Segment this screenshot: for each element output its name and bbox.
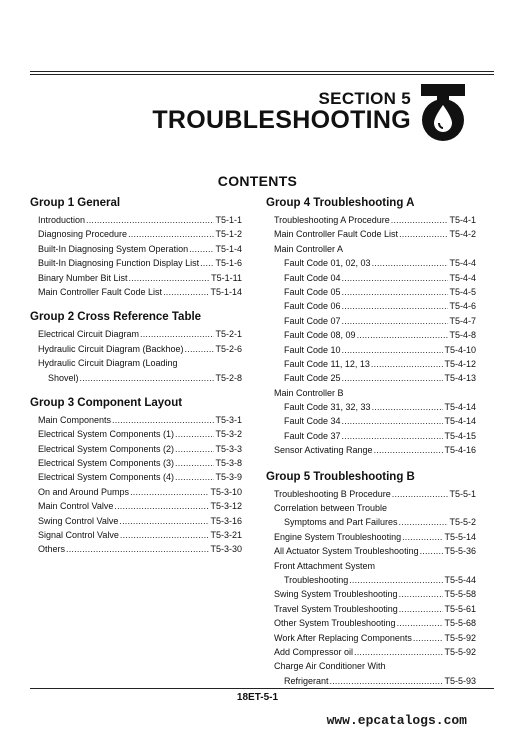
toc-entry-page: T5-5-92	[444, 632, 476, 643]
watermark: www.epcatalogs.com	[326, 713, 467, 728]
toc-right-column	[266, 196, 476, 688]
toc-entry[interactable]	[30, 213, 242, 227]
leader-dots	[342, 343, 444, 357]
toc-entry-label: Binary Number Bit List	[38, 272, 128, 283]
toc-entry-label: Refrigerant	[284, 675, 329, 686]
header-rule-top	[30, 71, 494, 72]
toc-entry-page: T5-1-14	[210, 286, 242, 297]
leader-dots	[80, 371, 215, 385]
toc-entry[interactable]	[266, 487, 476, 501]
toc-entry-page: T5-4-12	[444, 358, 476, 369]
leader-dots	[399, 587, 444, 601]
toc-entry-page: T5-4-6	[449, 301, 476, 312]
toc-entry-page: T5-3-1	[215, 414, 242, 425]
toc-entry[interactable]	[30, 327, 242, 341]
toc-entry[interactable]	[266, 285, 476, 299]
toc-entry[interactable]	[266, 400, 476, 414]
toc-entry-page: T5-5-36	[444, 546, 476, 557]
toc-entry-page: T5-4-13	[444, 373, 476, 384]
toc-entry[interactable]	[30, 285, 242, 299]
toc-entry-page: T5-3-21	[210, 530, 242, 541]
leader-dots	[342, 285, 449, 299]
toc-entry-label: Electrical Circuit Diagram	[38, 329, 140, 340]
toc-entry[interactable]	[30, 256, 242, 270]
leader-dots	[371, 357, 444, 371]
toc-entry-label: Troubleshooting	[284, 574, 349, 585]
toc-entry-label: Signal Control Valve	[38, 530, 119, 541]
leader-dots	[342, 299, 449, 313]
leader-dots	[140, 327, 214, 341]
leader-dots	[163, 285, 209, 299]
toc-entry-page: T5-1-2	[215, 229, 242, 240]
toc-entry[interactable]	[266, 343, 476, 357]
toc-entry-label: Fault Code 05	[284, 286, 341, 297]
toc-entry-label: Fault Code 31, 32, 33	[284, 402, 371, 413]
leader-dots	[175, 427, 214, 441]
toc-entry-label: Electrical System Components (4)	[38, 472, 175, 483]
toc-entry-page: T5-4-7	[449, 315, 476, 326]
leader-dots	[399, 515, 449, 529]
toc-entry-page: T5-4-4	[449, 258, 476, 269]
toc-entry-page: T5-4-1	[449, 215, 476, 225]
contents-heading: CONTENTS	[217, 173, 298, 189]
toc-entry-label: Introduction	[38, 215, 86, 225]
toc-entry[interactable]	[266, 271, 476, 285]
leader-dots	[374, 443, 444, 457]
toc-entry[interactable]	[266, 213, 476, 227]
leader-dots	[402, 530, 443, 544]
group-title: Group 4 Troubleshooting A	[266, 197, 415, 209]
leader-dots	[342, 371, 444, 385]
toc-entry[interactable]	[30, 342, 242, 356]
toc-entry-first-line[interactable]: Charge Air Conditioner With	[274, 661, 386, 672]
toc-entry-label: Shovel)	[48, 372, 79, 383]
toc-entry[interactable]	[30, 371, 242, 385]
toc-subheading: Main Controller B	[274, 387, 344, 398]
leader-dots	[86, 213, 214, 227]
toc-entry[interactable]	[266, 544, 476, 558]
leader-dots	[185, 342, 215, 356]
toc-entry[interactable]	[266, 443, 476, 457]
toc-entry[interactable]	[30, 442, 242, 456]
toc-entry[interactable]	[266, 357, 476, 371]
leader-dots	[399, 602, 444, 616]
toc-entry-page: T5-5-92	[444, 646, 476, 657]
toc-entry-label: On and Around Pumps	[38, 486, 130, 497]
toc-entry-label: Electrical System Components (2)	[38, 443, 175, 454]
toc-entry-label: Main Control Valve	[38, 501, 114, 512]
toc-entry[interactable]	[266, 414, 476, 428]
toc-entry-page: T5-2-1	[215, 329, 242, 340]
toc-entry-first-line[interactable]: Hydraulic Circuit Diagram (Loading	[38, 358, 178, 369]
group-title: Group 2 Cross Reference Table	[30, 311, 202, 324]
toc-entry[interactable]	[266, 314, 476, 328]
toc-entry-page: T5-3-12	[210, 501, 242, 512]
leader-dots	[372, 256, 449, 270]
toc-entry-page: T5-2-6	[215, 343, 242, 354]
toc-entry-page: T5-3-16	[210, 515, 242, 526]
toc-entry-label: Travel System Troubleshooting	[274, 603, 398, 614]
toc-entry-label: Work After Replacing Components	[274, 632, 412, 643]
toc-entry-label: Add Compressor oil	[274, 646, 354, 657]
group-title: Group 3 Component Layout	[30, 396, 183, 409]
toc-entry-label: Fault Code 08, 09	[284, 330, 356, 341]
toc-entry-page: T5-5-58	[444, 589, 476, 600]
toc-entry-page: T5-3-2	[215, 429, 242, 440]
leader-dots	[354, 645, 443, 659]
toc-entry-label: Main Controller Fault Code List	[38, 286, 163, 297]
leader-dots	[342, 429, 444, 443]
toc-entry-label: Electrical System Components (1)	[38, 429, 175, 440]
toc-entry[interactable]	[266, 299, 476, 313]
leader-dots	[189, 242, 214, 256]
toc-entry-label: Swing System Troubleshooting	[274, 589, 398, 600]
toc-entry[interactable]	[266, 573, 476, 587]
toc-entry-page: T5-1-1	[215, 215, 242, 225]
toc-entry-page: T5-3-3	[215, 443, 242, 454]
toc-entry-label: Hydraulic Circuit Diagram (Backhoe)	[38, 343, 184, 354]
leader-dots	[349, 573, 443, 587]
toc-entry[interactable]	[30, 413, 242, 427]
leader-dots	[112, 413, 214, 427]
toc-entry[interactable]	[266, 371, 476, 385]
toc-entry-label: Electrical System Components (3)	[38, 458, 175, 469]
toc-entry[interactable]	[30, 456, 242, 470]
leader-dots	[175, 456, 214, 470]
toc-entry-first-line[interactable]: Front Attachment System	[274, 560, 376, 571]
toc-entry[interactable]	[30, 485, 242, 499]
leader-dots	[175, 470, 214, 484]
toc-entry-page: T5-4-4	[449, 272, 476, 283]
toc-entry-label: Built-In Diagnosing Function Display List	[38, 258, 200, 269]
group-title: Group 1 General	[30, 197, 121, 209]
toc-entry[interactable]	[266, 515, 476, 529]
toc-entry-page: T5-4-10	[444, 344, 476, 355]
toc-entry[interactable]	[266, 227, 476, 241]
toc-entry-label: Sensor Activating Range	[274, 445, 373, 456]
toc-entry-page: T5-5-1	[449, 488, 476, 499]
toc-entry-label: Fault Code 10	[284, 344, 341, 355]
toc-entry-label: Fault Code 25	[284, 373, 341, 384]
toc-entry[interactable]	[30, 242, 242, 256]
leader-dots	[420, 544, 444, 558]
toc-entry-page: T5-4-15	[444, 430, 476, 441]
leader-dots	[342, 314, 449, 328]
section-label: SECTION 5	[318, 89, 411, 108]
oil-drop-icon	[415, 80, 471, 142]
toc-entry[interactable]	[30, 499, 242, 513]
leader-dots	[200, 256, 214, 270]
leader-dots	[129, 271, 211, 285]
toc-entry-label: Troubleshooting B Procedure	[274, 488, 391, 499]
leader-dots	[399, 227, 448, 241]
toc-entry[interactable]	[30, 528, 242, 542]
toc-entry-page: T5-3-30	[210, 544, 242, 555]
toc-entry-page: T5-5-93	[444, 675, 476, 686]
toc-entry-label: Troubleshooting A Procedure	[274, 215, 390, 225]
toc-entry[interactable]	[266, 328, 476, 342]
toc-entry[interactable]	[30, 227, 242, 241]
toc-entry-page: T5-4-2	[449, 229, 476, 240]
toc-entry-label: Engine System Troubleshooting	[274, 531, 402, 542]
toc-entry-page: T5-2-8	[215, 372, 242, 383]
toc-entry[interactable]	[30, 271, 242, 285]
leader-dots	[119, 514, 209, 528]
toc-left-column	[30, 196, 242, 557]
toc-entry-page: T5-4-14	[444, 416, 476, 427]
leader-dots	[342, 271, 449, 285]
toc-entry-page: T5-3-8	[215, 458, 242, 469]
toc-entry[interactable]	[266, 674, 476, 688]
toc-entry-label: Fault Code 34	[284, 416, 341, 427]
toc-entry-label: Symptoms and Part Failures	[284, 517, 398, 528]
header-rule-bottom	[30, 74, 494, 75]
toc-entry[interactable]	[266, 429, 476, 443]
leader-dots	[392, 487, 449, 501]
toc-entry[interactable]	[30, 514, 242, 528]
toc-entry[interactable]	[266, 616, 476, 630]
group-title: Group 5 Troubleshooting B	[266, 470, 415, 483]
toc-entry[interactable]	[266, 530, 476, 544]
toc-entry-label: Main Components	[38, 414, 112, 425]
toc-entry-label: Fault Code 04	[284, 272, 341, 283]
toc-entry[interactable]	[30, 427, 242, 441]
toc-entry-label: Fault Code 37	[284, 430, 341, 441]
toc-entry-label: Fault Code 06	[284, 301, 341, 312]
toc-entry-page: T5-4-14	[444, 402, 476, 413]
toc-subheading: Main Controller A	[274, 243, 344, 254]
leader-dots	[175, 442, 214, 456]
toc-entry[interactable]	[266, 602, 476, 616]
toc-entry-label: Fault Code 11, 12, 13	[284, 358, 370, 369]
toc-entry-page: T5-1-11	[211, 272, 242, 283]
toc-entry-label: Fault Code 07	[284, 315, 341, 326]
toc-entry[interactable]	[30, 542, 242, 556]
toc-entry-label: Fault Code 01, 02, 03	[284, 258, 371, 269]
toc-entry[interactable]	[266, 631, 476, 645]
toc-entry[interactable]	[266, 645, 476, 659]
page-number: 18ET-5-1	[236, 692, 279, 703]
leader-dots	[128, 227, 214, 241]
toc-entry-first-line[interactable]: Correlation between Trouble	[274, 503, 388, 514]
leader-dots	[372, 400, 444, 414]
toc-entry-page: T5-5-14	[444, 531, 476, 542]
leader-dots	[330, 674, 444, 688]
toc-entry-page: T5-3-9	[215, 472, 242, 483]
leader-dots	[397, 616, 444, 630]
toc-entry[interactable]	[266, 256, 476, 270]
leader-dots	[342, 414, 444, 428]
toc-entry-page: T5-4-5	[449, 286, 476, 297]
toc-entry[interactable]	[266, 587, 476, 601]
toc-entry-page: T5-4-16	[444, 445, 476, 456]
toc-entry-page: T5-5-61	[444, 603, 476, 614]
toc-entry-page: T5-5-44	[444, 574, 476, 585]
toc-entry-label: Main Controller Fault Code List	[274, 229, 399, 240]
toc-entry-page: T5-4-8	[449, 330, 476, 341]
toc-entry-page: T5-5-68	[444, 618, 476, 629]
leader-dots	[357, 328, 449, 342]
toc-entry-label: Swing Control Valve	[38, 515, 119, 526]
toc-entry[interactable]	[30, 470, 242, 484]
leader-dots	[66, 542, 209, 556]
leader-dots	[114, 499, 209, 513]
section-title: TROUBLESHOOTING	[152, 106, 411, 134]
leader-dots	[130, 485, 209, 499]
toc-entry-label: Other System Troubleshooting	[274, 618, 396, 629]
toc-entry-label: All Actuator System Troubleshooting	[274, 546, 419, 557]
toc-entry-label: Built-In Diagnosing System Operation	[38, 243, 189, 254]
leader-dots	[120, 528, 210, 542]
toc-entry-label: Others	[38, 544, 66, 555]
toc-entry-page: T5-1-4	[215, 243, 242, 254]
footer-rule	[30, 688, 494, 689]
toc-entry-label: Diagnosing Procedure	[38, 229, 128, 240]
leader-dots	[391, 213, 449, 227]
toc-entry-page: T5-5-2	[449, 517, 476, 528]
toc-entry-page: T5-3-10	[210, 486, 242, 497]
toc-entry-page: T5-1-6	[215, 258, 242, 269]
leader-dots	[413, 631, 444, 645]
